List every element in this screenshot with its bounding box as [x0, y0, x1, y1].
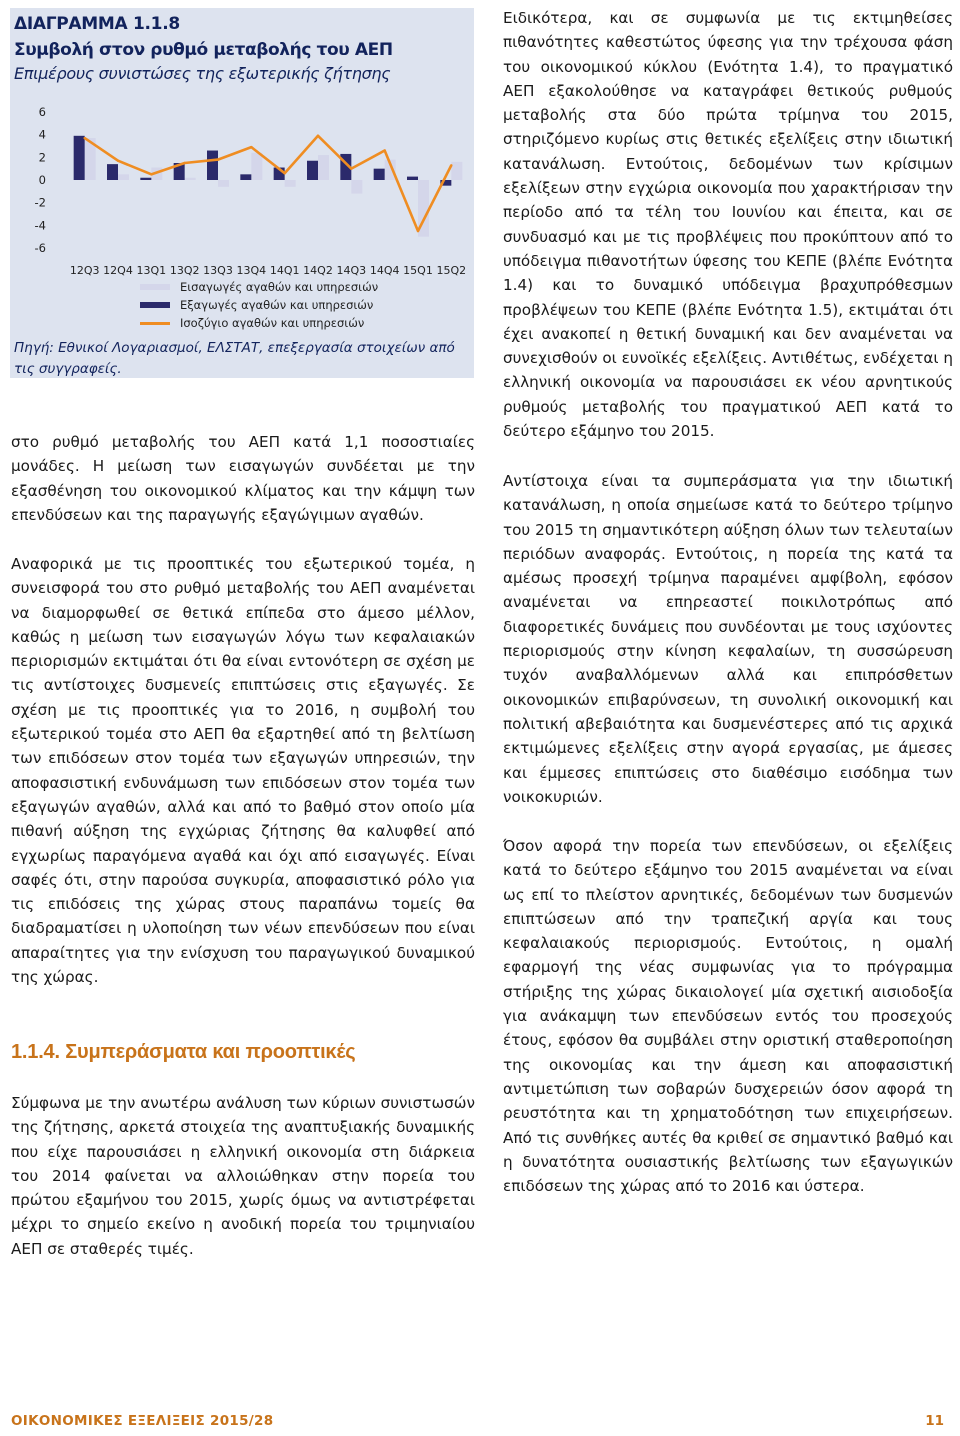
figure-subtitle: Επιμέρους συνιστώσες της εξωτερικής ζήτησης [14, 64, 391, 83]
y-tick-label: 6 [38, 105, 46, 119]
body-paragraph: Ειδικότερα, και σε συμφωνία με τις εκτιμηθείσες πιθανότητες καθεστώτος ύφεσης για την τρέχουσα φάση του οικονομικού κύκλου (Ενότητα 1.4), το πραγματικό ΑΕΠ εξακολούθησε να καταγράφει θετικούς ρυθμούς μεταβολής στα δύο πρώτα τρίμηνα του 2015, στηριζόμενο κυρίως στις θετικές εξελίξεις στην ιδιωτική κατανάλωση. Εντούτοις, δεδομένων των κρίσιμων εξελίξεων στην εγχώρια οικονομία που χαρακτήρισαν την περίοδο από τα τέλη του Ιουνίου και έπειτα, και σε συνδυασμό και με τις προβλέψεις που προκύπτουν από το υπόδειγμα πιθανοτήτων ύφεσης του ΚΕΠΕ (βλέπε Ενότητα 1.4) και το δυναμικό υπόδειγμα βραχυπρόθεσμων προβλέψεων του ΚΕΠΕ (βλέπε Ενότητα 1.5), εκτιμάται ότι έχει ανακοπεί η θετική δυναμική και δεν αναμένεται να συνεχισθούν οι ευνοϊκές εξελίξεις. Αντιθέτως, ενδέχεται η ελληνική οικονομία να παρουσιάσει εκ νέου αρνητικούς ρυθμούς μεταβολής του πραγματικού ΑΕΠ κατά το δεύτερο εξάμηνο του 2015. [503, 9, 953, 441]
y-tick-label: 4 [38, 127, 46, 142]
balance-point [250, 146, 252, 148]
x-tick-label: 13Q2 [169, 264, 200, 277]
legend-label-balance: Ισοζύγιο αγαθών και υπηρεσιών [180, 316, 365, 330]
legend-item-balance [140, 314, 378, 332]
x-tick-label: 14Q3 [336, 264, 367, 277]
x-tick-label: 15Q1 [403, 264, 433, 277]
body-paragraph: στο ρυθμό μεταβολής του ΑΕΠ κατά 1,1 ποσοστιαίες μονάδες. Η μείωση των εισαγωγών συνδέεται με την εξασθένηση του οικονομικού κλίματος και την κάμψη των επενδύσεων και της παραγωγής εξαγώγιμων αγαθών. [11, 433, 475, 524]
balance-point [150, 173, 152, 175]
exports-bar [140, 178, 151, 180]
exports-bar [407, 177, 418, 180]
x-tick-label: 12Q4 [103, 264, 133, 277]
body-paragraph: Όσον αφορά την πορεία των επενδύσεων, οι εξελίξεις κατά το δεύτερο εξάμηνο του 2015 αναμένεται να είναι ως επί το πλείστον αρνητικές, δεδομένων των δυσμενών επιπτώσεων από την τραπεζική αργία και τους κεφαλαιακούς περιορισμούς. Εντούτοις, η ομαλή εφαρμογή της νέας συμφωνίας για το πρόγραμμα στήριξης της χώρας δικαιολογεί μία σχετική αισιοδοξία για ανάκαμψη των επενδύσεων εντός του προσεχούς έτους, εφόσον θα συμβάλει στην οριστική σταθεροποίηση της οικονομίας και την άμεση και αποφασιστική αντιμετώπιση των σοβαρών δυσχερειών όσον αφορά τη ρευστότητα και τη χρηματοδότηση των επιχειρήσεων. Από τις συνθήκες αυτές θα κριθεί σε σημαντικό βαθμό και η δυνατότητα ουσιαστικής βελτίωσης των εξαγωγικών επιδόσεων της χώρας από το 2016 και ύστερα. [503, 837, 953, 1196]
imports-bar [185, 178, 196, 180]
balance-point [217, 158, 219, 160]
imports-bar [451, 162, 462, 180]
legend-item-imports [140, 278, 378, 296]
balance-point [317, 135, 319, 137]
y-tick-label: -4 [34, 218, 46, 233]
balance-point [83, 137, 85, 139]
imports-bar [218, 180, 229, 187]
exports-bar [74, 136, 85, 180]
body-paragraph: Αντίστοιχα είναι τα συμπεράσματα για την ιδιωτική κατανάλωση, η οποία σημείωσε κατά το δεύτερο τρίμηνο του 2015 τη σημαντικότερη αύξηση όλων των τελευταίων περιόδων αναφοράς. Εντούτοις, η πορεία της κατά τα αμέσως προσεχή τρίμηνα παραμένει αμφίβολη, εφόσον αναμένεται να επηρεαστεί ποικιλοτρόπως από διαφορετικές δυνάμεις που συνδέονται με τους ισχύοντες περιορισμούς στην κίνηση κεφαλαίων, τη συσσώρευση τυχόν αναβαλλόμενων αλλά και επιπρόσθετων οικονομικών επιβαρύνσεων, τη συνολική οικονομική και πολιτική αβεβαιότητα και δυσμενέστερες από τις αρχικά εκτιμώμενες εξελίξεις στην αγορά εργασίας, με άμεσες και έμμεσες επιπτώσεις στο διαθέσιμο εισόδημα των νοικοκυριών. [503, 472, 953, 806]
section-heading: 1.1.4. Συμπεράσματα και προοπτικές [11, 1041, 356, 1063]
exports-bar [240, 174, 251, 180]
exports-bar [207, 151, 218, 180]
imports-bar [351, 180, 362, 194]
balance-point [450, 164, 452, 166]
y-tick-label: -6 [34, 241, 46, 255]
body-paragraph: Αναφορικά με τις προοπτικές του εξωτερικού τομέα, η συνεισφορά του στο ρυθμό μεταβολής του ΑΕΠ αναμένεται να διαμορφωθεί σε θετικά επίπεδα στο άμεσο μέλλον, καθώς η μείωση των εισαγωγών λόγω των κεφαλαιακών περιορισμών εκτιμάται ότι θα είναι εντονότερη σε σχέση με τις αντίστοιχες δυσμενείς επιπτώσεις στις εξαγωγές. Σε σχέση με τις προοπτικές για το 2016, η συμβολή του εξωτερικού τομέα στο ΑΕΠ θα εξαρτηθεί από τη βελτίωση των επιδόσεων στον τομέα των εξαγωγών υπηρεσιών, την αποφασιστική ενδυνάμωση των επιδόσεων στον τομέα των εξαγωγών αγαθών, αλλά και από το βαθμό στον οποίο μία πιθανή αύξηση της εγχώριας ζήτησης θα καλυφθεί από εγχωρίως παραγόμενα αγαθά και όχι από εισαγωγές. Είναι σαφές ότι, στην παρούσα συγκυρία, αποφασιστικό ρόλο για τις επιδόσεις της χώρας στους παραπάνω τομείς θα διαδραματίσει η υλοποίηση των νέων επενδύσεων που είναι απαραίτητες για την ενίσχυση του παραγωγικού δυναμικού της χώρας. [11, 555, 475, 987]
legend-label-exports: Εξαγωγές αγαθών και υπηρεσιών [180, 298, 374, 312]
right-column-consumption [503, 469, 953, 809]
figure-box [10, 8, 474, 378]
x-tick-label: 13Q3 [203, 264, 233, 277]
legend-swatch-balance [140, 322, 170, 325]
x-tick-label: 12Q3 [69, 264, 100, 277]
exports-bar [307, 161, 318, 180]
legend-item-exports [140, 296, 378, 314]
balance-point [117, 160, 119, 162]
left-column-continued [11, 430, 475, 527]
chart-legend [140, 278, 378, 332]
x-tick-label: 13Q1 [136, 264, 167, 277]
left-column-outlook [11, 552, 475, 989]
x-tick-label: 13Q4 [236, 264, 267, 277]
page-number: 11 [925, 1413, 944, 1429]
y-tick-label: -2 [34, 195, 46, 210]
imports-bar [251, 153, 262, 180]
balance-line [85, 136, 452, 231]
figure-source: Πηγή: Εθνικοί Λογαριασμοί, ΕΛΣΤΑΤ, επεξεργασία στοιχείων από τις συγγραφείς. [14, 340, 455, 377]
footer-journal: ΟΙΚΟΝΟΜΙΚΕΣ ΕΞΕΛΙΞΕΙΣ 2015/28 [11, 1413, 274, 1429]
legend-swatch-imports [140, 284, 170, 290]
x-tick-label: 14Q2 [303, 264, 333, 277]
right-column-gdp [503, 6, 953, 443]
y-tick-label: 0 [38, 173, 46, 187]
x-tick-label: 14Q1 [269, 264, 300, 277]
balance-point [417, 230, 419, 232]
figure-number: ΔΙΑΓΡΑΜΜΑ 1.1.8 [14, 14, 180, 34]
legend-swatch-exports [140, 302, 170, 308]
legend-label-imports: Εισαγωγές αγαθών και υπηρεσιών [180, 280, 379, 294]
exports-bar [374, 169, 385, 180]
right-column-investment [503, 834, 953, 1198]
balance-point [283, 172, 285, 174]
imports-bar [118, 174, 129, 180]
balance-point [183, 162, 185, 164]
body-paragraph: Σύμφωνα με την ανωτέρω ανάλυση των κύριων συνιστωσών της ζήτησης, αρκετά στοιχεία της αναπτυξιακής δυναμικής που είχε παρουσιάσει η ελληνική οικονομία στη διάρκεια του 2014 φαίνεται να αλλοιώθηκαν στην πορεία του πρώτου εξαμήνου του 2015, χωρίς όμως να αντιστρέφεται μέχρι το σημείο εκείνο η ανοδική πορεία του τριμηνιαίου ΑΕΠ σε σταθερές τιμές. [11, 1094, 475, 1258]
x-tick-label: 15Q2 [436, 264, 467, 277]
chart-plot [10, 102, 474, 282]
left-column-conclusions [11, 1091, 475, 1261]
imports-bar [285, 180, 296, 187]
figure-title: Συμβολή στον ρυθμό μεταβολής του ΑΕΠ [14, 40, 393, 60]
exports-bar [107, 164, 118, 180]
y-tick-label: 2 [38, 150, 46, 165]
x-tick-label: 14Q4 [369, 264, 400, 277]
imports-bar [318, 155, 329, 180]
balance-point [350, 167, 352, 169]
balance-point [383, 149, 385, 151]
